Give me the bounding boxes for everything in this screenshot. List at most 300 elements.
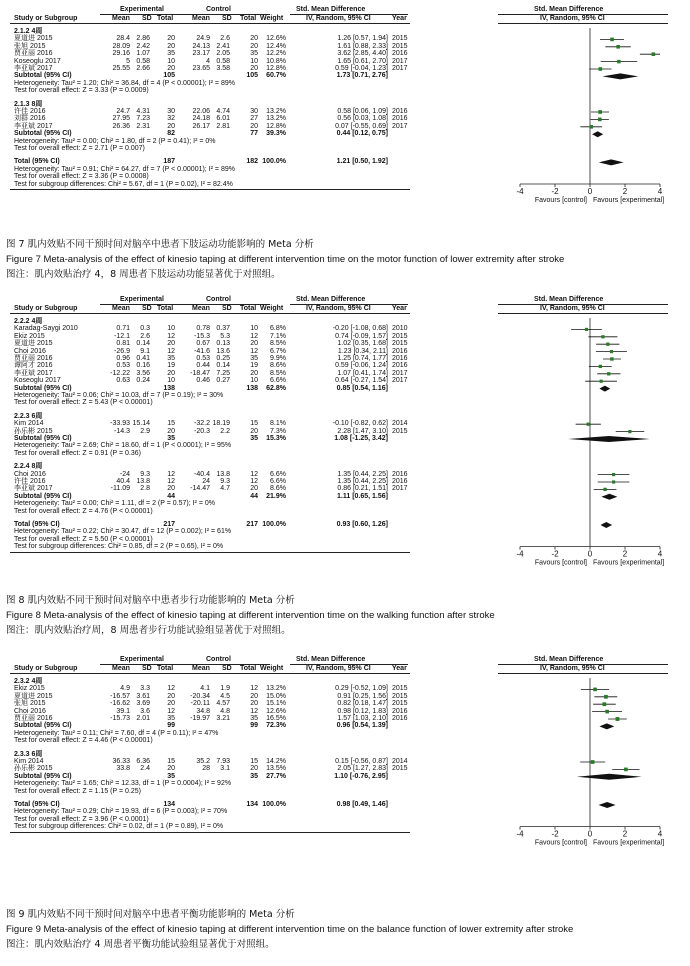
- exp-mean: 24.7: [116, 108, 130, 115]
- subtotal-ctl-total: 99: [250, 722, 258, 730]
- figure-note: 图注：肌内效贴治疗 4，8 周患者下肢运动功能显著优于对照组。: [6, 269, 281, 280]
- subtotal-ci: 0.85 [0.54, 1.16]: [336, 384, 388, 392]
- header-sd: SD: [142, 15, 152, 22]
- header-control: Control: [206, 656, 231, 663]
- header-smd-forest: Std. Mean Difference: [534, 656, 604, 663]
- ctl-mean: 26.17: [192, 122, 210, 130]
- ctl-total: 12: [250, 470, 258, 478]
- ctl-mean: 24.9: [196, 35, 210, 43]
- smd-ci: 1.26 [0.57, 1.94]: [337, 35, 388, 43]
- year: 2017: [392, 65, 408, 72]
- exp-total: 12: [167, 347, 175, 355]
- smd-ci: 0.56 [0.03, 1.08]: [337, 115, 388, 123]
- ctl-sd: 2.41: [216, 42, 230, 50]
- subtotal-weight: 62.8%: [266, 384, 286, 392]
- exp-sd: 0.16: [136, 362, 150, 370]
- ctl-sd: 6.01: [216, 115, 230, 123]
- figure-caption-en: Figure 8 Meta-analysis of the effect of kinesio taping at different intervention time on the walking function after stroke: [6, 610, 495, 621]
- header-smd: Std. Mean Difference: [296, 6, 366, 13]
- ctl-total: 20: [250, 427, 258, 435]
- ctl-total: 35: [250, 355, 258, 362]
- smd-ci: 0.86 [0.21, 1.51]: [337, 485, 388, 493]
- subgroup-differences-test: Test for subgroup differences: Chi² = 0.85, df = 2 (P = 0.65), I² = 0%: [14, 543, 224, 551]
- figure-caption-cn: 图 7 肌内效贴不同干预时间对脑卒中患者下肢运动功能影响的 Meta 分析: [6, 239, 314, 250]
- point-estimate: [587, 423, 590, 426]
- weight: 8.5%: [270, 369, 286, 377]
- ctl-mean: 23.65: [192, 65, 210, 72]
- header-sd: SD: [222, 15, 232, 22]
- ctl-mean: 4.1: [200, 685, 210, 693]
- ctl-total: 35: [250, 50, 258, 58]
- study-name: 谭阿才 2016: [14, 362, 53, 370]
- x-tick-label: 0: [587, 549, 593, 559]
- smd-ci: 0.15 [-0.56, 0.87]: [335, 758, 388, 765]
- year: 2010: [392, 325, 408, 333]
- subtotal-ctl-total: 77: [250, 130, 258, 138]
- subtotal-ci: 1.11 [0.65, 1.56]: [337, 492, 388, 500]
- ctl-sd: 4.7: [220, 485, 230, 493]
- exp-sd: 7.23: [136, 115, 150, 123]
- exp-sd: 0.41: [136, 355, 150, 362]
- total-ctl: 134: [246, 801, 258, 808]
- exp-sd: 2.31: [136, 122, 150, 130]
- exp-sd: 2.8: [140, 485, 150, 493]
- point-estimate: [605, 710, 609, 714]
- year: 2016: [392, 707, 408, 715]
- summary-diamond: [599, 723, 614, 729]
- ctl-total: 20: [250, 765, 258, 773]
- total-label: Total (95% CI): [14, 801, 60, 808]
- ctl-total: 10: [250, 325, 258, 333]
- ctl-sd: 13.6: [216, 347, 230, 355]
- exp-mean: -14.3: [114, 427, 130, 435]
- total-overall-effect: Test for overall effect: Z = 3.36 (P = 0.0008): [14, 173, 149, 181]
- point-estimate: [602, 702, 606, 706]
- ctl-mean: 34.8: [196, 707, 210, 715]
- point-estimate: [604, 695, 608, 699]
- exp-sd: 1.07: [136, 50, 150, 58]
- year: 2014: [392, 420, 408, 428]
- exp-total: 35: [167, 715, 175, 722]
- ctl-total: 15: [250, 420, 258, 428]
- forest-plot: [0, 656, 690, 902]
- weight: 12.6%: [266, 707, 286, 715]
- subtotal-ctl-total: 105: [246, 72, 258, 80]
- exp-sd: 3.61: [136, 692, 150, 700]
- header-total: Total: [157, 305, 174, 312]
- exp-mean: 28.4: [116, 35, 130, 43]
- weight: 6.7%: [270, 347, 286, 355]
- point-estimate: [606, 343, 609, 346]
- smd-ci: 0.59 [-0.04, 1.23]: [335, 65, 388, 72]
- summary-diamond: [577, 774, 642, 780]
- header-ci-forest: IV, Random, 95% CI: [540, 305, 605, 312]
- exp-mean: -15.73: [110, 715, 130, 722]
- study-name: 许佳 2016: [14, 478, 46, 485]
- forest-plot: [0, 296, 690, 588]
- total-exp: 217: [163, 521, 175, 528]
- exp-sd: 3.69: [136, 700, 150, 708]
- study-name: Karadag-Saygi 2010: [14, 325, 78, 333]
- weight: 12.2%: [266, 50, 286, 58]
- exp-mean: -12.1: [114, 332, 130, 340]
- study-name: Kim 2014: [14, 758, 44, 765]
- figure-panel-fig9: [0, 656, 690, 950]
- overall-effect-test: Test for overall effect: Z = 2.71 (P = 0.007): [14, 145, 145, 152]
- exp-total: 20: [167, 765, 175, 773]
- overall-effect-test: Test for overall effect: Z = 3.33 (P = 0.0009): [14, 87, 149, 95]
- study-name: 张旭 2015: [14, 700, 46, 708]
- subtotal-label: Subtotal (95% CI): [14, 492, 72, 500]
- x-tick-label: -4: [516, 549, 524, 559]
- total-exp: 187: [163, 158, 175, 166]
- subtotal-exp-total: 35: [167, 435, 175, 442]
- year: 2016: [392, 470, 408, 478]
- total-overall-effect: Test for overall effect: Z = 5.50 (P < 0.00001): [14, 535, 153, 543]
- ctl-mean: 4: [206, 57, 210, 65]
- weight: 12.6%: [266, 35, 286, 43]
- ctl-mean: -20.3: [194, 427, 210, 435]
- year: 2015: [392, 765, 408, 773]
- heterogeneity: Heterogeneity: Tau² = 0.11; Chi² = 7.60, df = 4 (P = 0.11); I² = 47%: [14, 729, 219, 737]
- x-tick-label: 0: [587, 187, 593, 196]
- header-smd-forest: Std. Mean Difference: [534, 296, 604, 303]
- ctl-total: 12: [250, 347, 258, 355]
- study-name: 李亚斌 2017: [14, 65, 53, 72]
- figure-caption-en: Figure 9 Meta-analysis of the effect of kinesio taping at different intervention time on the balance function of lower extremity after stroke: [6, 924, 574, 935]
- x-tick-label: 0: [587, 829, 593, 839]
- exp-sd: 2.01: [136, 715, 150, 722]
- subtotal-label: Subtotal (95% CI): [14, 130, 72, 138]
- subtotal-exp-total: 99: [167, 722, 175, 730]
- point-estimate: [593, 688, 597, 692]
- ctl-mean: 0.46: [196, 377, 210, 385]
- ctl-sd: 7.25: [216, 369, 230, 377]
- heterogeneity: Heterogeneity: Tau² = 2.69; Chi² = 18.60, df = 1 (P < 0.0001); I² = 95%: [14, 442, 232, 450]
- total-exp: 134: [163, 801, 175, 808]
- ctl-sd: 0.37: [216, 325, 230, 333]
- point-estimate: [616, 717, 620, 721]
- x-tick-label: 4: [657, 187, 663, 196]
- ctl-total: 12: [250, 478, 258, 485]
- point-estimate: [610, 350, 613, 353]
- point-estimate: [616, 45, 620, 49]
- year: 2015: [392, 692, 408, 700]
- subgroup-label: 2.3.3 6周: [14, 750, 43, 758]
- subgroup-label: 2.2.3 6周: [14, 412, 43, 420]
- study-name: Koseoglu 2017: [14, 57, 61, 65]
- x-tick-label: -2: [551, 829, 559, 839]
- figure-caption-en: Figure 7 Meta-analysis of the effect of kinesio taping at different intervention time on the motor function of lower extremity after stroke: [6, 254, 565, 265]
- summary-diamond: [599, 802, 616, 808]
- smd-ci: 1.23 [0.34, 2.11]: [337, 347, 388, 355]
- header-study: Study or Subgroup: [14, 305, 78, 312]
- header-control: Control: [206, 296, 231, 303]
- exp-sd: 2.9: [140, 427, 150, 435]
- favours-experimental-label: Favours [experimental]: [593, 839, 665, 847]
- exp-sd: 0.14: [136, 340, 150, 348]
- header-total: Total: [240, 665, 257, 672]
- header-year: Year: [392, 665, 407, 672]
- header-experimental: Experimental: [120, 6, 164, 13]
- exp-mean: 26.36: [112, 122, 130, 130]
- ctl-total: 20: [250, 340, 258, 348]
- weight: 13.2%: [266, 685, 286, 693]
- exp-sd: 6.36: [136, 758, 150, 765]
- subgroup-label: 2.3.2 4周: [14, 678, 43, 685]
- smd-ci: 1.35 [0.44, 2.25]: [337, 478, 388, 485]
- subtotal-ctl-total: 44: [250, 492, 258, 500]
- weight: 12.4%: [266, 42, 286, 50]
- smd-ci: 0.59 [-0.06, 1.24]: [335, 362, 388, 370]
- smd-ci: 1.57 [1.03, 2.10]: [337, 715, 388, 722]
- ctl-sd: 2.81: [216, 122, 230, 130]
- smd-ci: 0.58 [0.06, 1.09]: [337, 108, 388, 115]
- header-smd: Std. Mean Difference: [296, 296, 366, 303]
- header-ci: IV, Random, 95% CI: [306, 15, 371, 22]
- exp-total: 12: [167, 470, 175, 478]
- ctl-sd: 2.2: [220, 427, 230, 435]
- total-ctl: 182: [246, 158, 258, 166]
- subgroup-label: 2.1.3 8周: [14, 100, 43, 108]
- total-weight: 100.0%: [262, 801, 286, 808]
- exp-sd: 9.3: [140, 470, 150, 478]
- point-estimate: [607, 372, 610, 375]
- exp-mean: 39.1: [116, 707, 130, 715]
- subgroup-label: 2.2.2 4周: [14, 318, 43, 325]
- point-estimate: [601, 335, 604, 338]
- study-name: 贾亚丽 2016: [14, 50, 53, 58]
- ctl-sd: 4.57: [216, 700, 230, 708]
- subtotal-weight: 39.3%: [266, 130, 286, 138]
- weight: 13.2%: [266, 108, 286, 115]
- exp-sd: 2.42: [136, 42, 150, 50]
- header-mean: Mean: [112, 15, 130, 22]
- ctl-total: 20: [250, 700, 258, 708]
- ctl-mean: 24.13: [192, 42, 210, 50]
- ctl-sd: 2.05: [216, 50, 230, 58]
- ctl-mean: 0.53: [196, 355, 210, 362]
- total-label: Total (95% CI): [14, 521, 60, 528]
- subtotal-weight: 15.3%: [266, 435, 286, 442]
- study-name: 夏道进 2015: [14, 35, 53, 43]
- total-label: Total (95% CI): [14, 158, 60, 166]
- header-ci: IV, Random, 95% CI: [306, 665, 371, 672]
- year: 2016: [392, 362, 408, 370]
- year: 2016: [392, 355, 408, 362]
- ctl-total: 20: [250, 42, 258, 50]
- header-total: Total: [240, 305, 257, 312]
- study-name: 夏道进 2015: [14, 692, 53, 700]
- exp-mean: -24: [119, 470, 130, 478]
- ctl-total: 30: [250, 108, 258, 115]
- weight: 10.8%: [266, 57, 286, 65]
- forest-table: [0, 6, 690, 280]
- ctl-total: 19: [250, 362, 258, 370]
- subtotal-label: Subtotal (95% CI): [14, 722, 72, 730]
- weight: 8.5%: [270, 340, 286, 348]
- point-estimate: [599, 365, 602, 368]
- ctl-sd: 0.13: [216, 340, 230, 348]
- figure-panel-fig8: [0, 296, 690, 636]
- x-tick-label: -2: [551, 549, 559, 559]
- total-heterogeneity: Heterogeneity: Tau² = 0.91; Chi² = 64.27, df = 7 (P < 0.00001); I² = 89%: [14, 165, 235, 173]
- summary-diamond: [601, 494, 617, 500]
- exp-mean: 28.09: [112, 42, 130, 50]
- exp-total: 20: [167, 340, 175, 348]
- exp-mean: 0.96: [116, 355, 130, 362]
- ctl-mean: 28: [202, 765, 210, 773]
- study-name: 李亚斌 2017: [14, 485, 53, 493]
- study-name: 贾亚丽 2016: [14, 355, 53, 362]
- exp-total: 19: [167, 362, 175, 370]
- favours-control-label: Favours [control]: [534, 559, 587, 567]
- subtotal-exp-total: 105: [163, 72, 175, 80]
- point-estimate: [610, 38, 614, 42]
- exp-mean: -12.22: [110, 369, 130, 377]
- ctl-sd: 18.19: [212, 420, 230, 428]
- header-weight: Weight: [260, 305, 284, 312]
- exp-mean: 36.33: [112, 758, 130, 765]
- study-name: 张旭 2015: [14, 42, 46, 50]
- study-name: Choi 2016: [14, 470, 46, 478]
- ctl-mean: 22.06: [192, 108, 210, 115]
- year: 2017: [392, 369, 408, 377]
- header-sd: SD: [222, 665, 232, 672]
- subtotal-weight: 72.3%: [266, 722, 286, 730]
- x-tick-label: 4: [657, 549, 663, 559]
- weight: 15.0%: [266, 692, 286, 700]
- exp-total: 20: [167, 369, 175, 377]
- total-ci: 1.21 [0.50, 1.92]: [336, 158, 388, 166]
- study-name: Ekiz 2015: [14, 685, 45, 693]
- heterogeneity: Heterogeneity: Tau² = 1.20; Chi² = 36.84, df = 4 (P < 0.00001); I² = 89%: [14, 79, 235, 87]
- subtotal-label: Subtotal (95% CI): [14, 772, 72, 780]
- ctl-total: 12: [250, 707, 258, 715]
- forest-plot: [0, 6, 690, 232]
- exp-total: 12: [167, 685, 175, 693]
- ctl-total: 20: [250, 35, 258, 43]
- ctl-mean: -41.6: [194, 347, 210, 355]
- total-heterogeneity: Heterogeneity: Tau² = 0.22; Chi² = 30.47, df = 12 (P = 0.002); I² = 61%: [14, 528, 232, 536]
- x-tick-label: 2: [622, 187, 628, 196]
- exp-mean: -16.57: [110, 692, 130, 700]
- subtotal-ci: 1.73 [0.71, 2.76]: [336, 72, 388, 80]
- smd-ci: 0.91 [0.25, 1.56]: [337, 692, 388, 700]
- weight: 6.8%: [270, 325, 286, 333]
- exp-total: 12: [167, 478, 175, 485]
- total-ci: 0.93 [0.60, 1.26]: [336, 521, 388, 528]
- figure-note: 图注：肌内效贴治疗 4 周患者平衡功能试验组显著优于对照组。: [6, 939, 275, 950]
- ctl-total: 27: [250, 115, 258, 123]
- figure-note: 图注：肌内效贴治疗周，8 周患者步行功能试验组显著优于对照组。: [6, 625, 291, 636]
- header-mean: Mean: [112, 305, 130, 312]
- header-total: Total: [157, 665, 174, 672]
- exp-total: 20: [167, 122, 175, 130]
- ctl-mean: 0.67: [196, 340, 210, 348]
- total-overall-effect: Test for overall effect: Z = 3.96 (P < 0.0001): [14, 815, 149, 823]
- subtotal-exp-total: 35: [167, 772, 175, 780]
- subtotal-label: Subtotal (95% CI): [14, 384, 72, 392]
- exp-mean: 27.95: [112, 115, 130, 123]
- weight: 7.3%: [270, 427, 286, 435]
- point-estimate: [652, 52, 656, 56]
- weight: 8.6%: [270, 362, 286, 370]
- header-weight: Weight: [260, 665, 284, 672]
- header-total: Total: [240, 15, 257, 22]
- ctl-total: 10: [250, 57, 258, 65]
- exp-sd: 3.56: [136, 369, 150, 377]
- ctl-mean: -40.4: [194, 470, 210, 478]
- ctl-mean: 35.2: [196, 758, 210, 765]
- exp-total: 20: [167, 700, 175, 708]
- exp-sd: 3.3: [140, 685, 150, 693]
- summary-diamond: [568, 436, 650, 442]
- header-study: Study or Subgroup: [14, 665, 78, 672]
- point-estimate: [612, 473, 615, 476]
- subtotal-ci: 1.10 [-0.76, 2.95]: [334, 772, 388, 780]
- point-estimate: [617, 60, 620, 63]
- header-ci-forest: IV, Random, 95% CI: [540, 665, 605, 672]
- point-estimate: [589, 125, 593, 129]
- year: 2015: [392, 340, 408, 348]
- ctl-mean: -19.97: [190, 715, 210, 722]
- summary-diamond: [599, 386, 610, 392]
- ctl-mean: 24: [202, 478, 210, 485]
- year: 2015: [392, 332, 408, 340]
- ctl-sd: 2.6: [220, 35, 230, 43]
- ctl-total: 20: [250, 122, 258, 130]
- subtotal-ci: 0.44 [0.12, 0.75]: [336, 130, 388, 138]
- exp-mean: 25.55: [112, 65, 130, 72]
- header-sd: SD: [142, 665, 152, 672]
- year: 2015: [392, 42, 408, 50]
- exp-sd: 3.6: [140, 707, 150, 715]
- exp-sd: 9.1: [140, 347, 150, 355]
- year: 2016: [392, 50, 408, 58]
- ctl-total: 20: [250, 65, 258, 72]
- smd-ci: 0.64 [-0.27, 1.54]: [335, 377, 388, 385]
- subtotal-ci: 1.08 [-1.25, 3.42]: [334, 435, 388, 442]
- year: 2016: [392, 478, 408, 485]
- ctl-mean: 0.78: [196, 325, 210, 333]
- exp-mean: 29.16: [112, 50, 130, 58]
- study-name: 夏道进 2015: [14, 340, 53, 348]
- subtotal-ctl-total: 35: [250, 435, 258, 442]
- forest-table: [0, 296, 690, 636]
- exp-sd: 2.86: [136, 35, 150, 43]
- study-name: 许佳 2016: [14, 108, 46, 115]
- year: 2016: [392, 347, 408, 355]
- study-name: 刘群 2016: [14, 115, 46, 123]
- exp-sd: 0.3: [140, 325, 150, 333]
- subtotal-ctl-total: 138: [246, 384, 258, 392]
- overall-effect-test: Test for overall effect: Z = 4.76 (P < 0.00001): [14, 507, 153, 515]
- subtotal-ci: 0.96 [0.54, 1.39]: [336, 722, 388, 730]
- study-name: Kim 2014: [14, 420, 44, 428]
- total-ctl: 217: [246, 521, 258, 528]
- year: 2015: [392, 427, 408, 435]
- exp-mean: 4.9: [120, 685, 130, 693]
- exp-total: 20: [167, 485, 175, 493]
- ctl-sd: 0.25: [216, 355, 230, 362]
- header-smd: Std. Mean Difference: [296, 656, 366, 663]
- study-name: 李亚斌 2017: [14, 369, 53, 377]
- ctl-sd: 4.8: [220, 707, 230, 715]
- subgroup-differences-test: Test for subgroup differences: Chi² = 5.67, df = 1 (P = 0.02), I² = 82.4%: [14, 180, 233, 188]
- overall-effect-test: Test for overall effect: Z = 0.91 (P = 0.36): [14, 449, 141, 457]
- ctl-sd: 7.93: [216, 758, 230, 765]
